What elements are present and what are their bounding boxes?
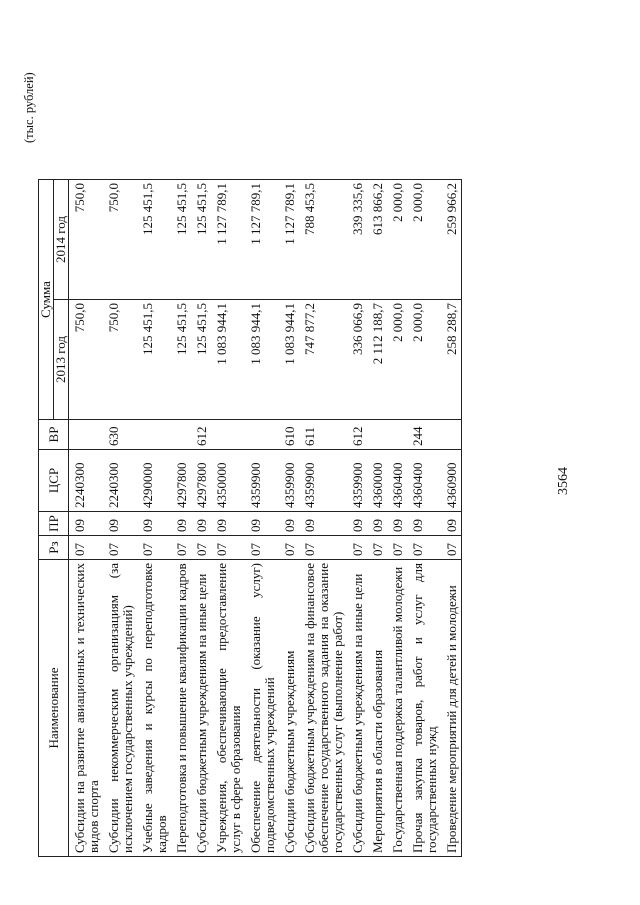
cell-csr: 4350000 bbox=[211, 450, 245, 512]
unit-note: (тыс. рублей) bbox=[22, 72, 36, 143]
cell-y2014: 788 453,5 bbox=[299, 180, 347, 300]
cell-y2014: 1 127 789,1 bbox=[279, 180, 299, 300]
cell-y2013: 336 066,9 bbox=[347, 300, 367, 420]
cell-name: Прочая закупка товаров, работ и услуг для государственных нужд bbox=[407, 560, 441, 857]
cell-csr: 4297800 bbox=[191, 450, 211, 512]
cell-pr: 09 bbox=[407, 512, 441, 536]
budget-table bbox=[38, 179, 462, 857]
header-name: Наименование bbox=[39, 560, 69, 857]
cell-name: Проведение мероприятий для детей и молодежи bbox=[441, 560, 462, 857]
cell-name: Субсидии некоммерческим организациям (за исключением государственных учреждений) bbox=[103, 560, 137, 857]
cell-y2014: 750,0 bbox=[69, 180, 104, 300]
cell-rz: 07 bbox=[211, 536, 245, 560]
cell-y2013: 1 083 944,1 bbox=[211, 300, 245, 420]
table-row bbox=[441, 180, 462, 857]
cell-y2014: 750,0 bbox=[103, 180, 137, 300]
cell-y2014: 2 000,0 bbox=[407, 180, 441, 300]
cell-vr bbox=[367, 420, 387, 450]
cell-rz: 07 bbox=[367, 536, 387, 560]
cell-csr: 4360400 bbox=[407, 450, 441, 512]
cell-y2013: 258 288,7 bbox=[441, 300, 462, 420]
cell-pr: 09 bbox=[441, 512, 462, 536]
cell-name: Государственная поддержка талантливой молодежи bbox=[387, 560, 407, 857]
cell-name: Субсидии бюджетным учреждениям на финансовое обеспечение государственного задания на оказание государственных услуг (выполнение работ) bbox=[299, 560, 347, 857]
cell-y2013: 750,0 bbox=[103, 300, 137, 420]
cell-rz: 07 bbox=[279, 536, 299, 560]
cell-name: Учреждения, обеспечивающие предоставление услуг в сфере образования bbox=[211, 560, 245, 857]
header-pr: ПР bbox=[39, 512, 69, 536]
cell-csr: 4360900 bbox=[441, 450, 462, 512]
cell-csr: 4360400 bbox=[387, 450, 407, 512]
cell-vr: 630 bbox=[103, 420, 137, 450]
cell-rz: 07 bbox=[245, 536, 279, 560]
cell-vr: 610 bbox=[279, 420, 299, 450]
cell-rz: 07 bbox=[441, 536, 462, 560]
cell-y2014: 125 451,5 bbox=[191, 180, 211, 300]
cell-name: Субсидии бюджетным учреждениям на иные цели bbox=[347, 560, 367, 857]
cell-pr: 09 bbox=[367, 512, 387, 536]
cell-y2013: 125 451,5 bbox=[171, 300, 191, 420]
cell-pr: 09 bbox=[191, 512, 211, 536]
table-row bbox=[211, 180, 245, 857]
cell-vr bbox=[245, 420, 279, 450]
cell-vr: 612 bbox=[191, 420, 211, 450]
cell-vr bbox=[441, 420, 462, 450]
cell-name: Мероприятия в области образования bbox=[367, 560, 387, 857]
cell-y2013: 2 000,0 bbox=[387, 300, 407, 420]
table-row bbox=[367, 180, 387, 857]
cell-csr: 4360000 bbox=[367, 450, 387, 512]
cell-rz: 07 bbox=[171, 536, 191, 560]
cell-vr bbox=[69, 420, 104, 450]
cell-y2013: 1 083 944,1 bbox=[279, 300, 299, 420]
cell-csr: 4359900 bbox=[279, 450, 299, 512]
cell-y2014: 1 127 789,1 bbox=[245, 180, 279, 300]
cell-vr: 612 bbox=[347, 420, 367, 450]
table-row bbox=[387, 180, 407, 857]
table-row bbox=[299, 180, 347, 857]
cell-pr: 09 bbox=[103, 512, 137, 536]
cell-y2014: 2 000,0 bbox=[387, 180, 407, 300]
cell-vr bbox=[137, 420, 171, 450]
cell-pr: 09 bbox=[69, 512, 104, 536]
header-csr: ЦСР bbox=[39, 450, 69, 512]
cell-pr: 09 bbox=[387, 512, 407, 536]
cell-vr: 611 bbox=[299, 420, 347, 450]
cell-csr: 4359900 bbox=[245, 450, 279, 512]
cell-y2013: 125 451,5 bbox=[191, 300, 211, 420]
cell-rz: 07 bbox=[299, 536, 347, 560]
table-row bbox=[137, 180, 171, 857]
cell-csr: 2240300 bbox=[103, 450, 137, 512]
cell-rz: 07 bbox=[137, 536, 171, 560]
cell-y2013: 125 451,5 bbox=[137, 300, 171, 420]
cell-csr: 2240300 bbox=[69, 450, 104, 512]
cell-pr: 09 bbox=[279, 512, 299, 536]
cell-name: Учебные заведения и курсы по переподготовке кадров bbox=[137, 560, 171, 857]
cell-pr: 09 bbox=[347, 512, 367, 536]
cell-rz: 07 bbox=[387, 536, 407, 560]
cell-y2013: 750,0 bbox=[69, 300, 104, 420]
header-2013: 2013 год bbox=[54, 300, 69, 420]
table-row bbox=[347, 180, 367, 857]
cell-y2014: 1 127 789,1 bbox=[211, 180, 245, 300]
cell-name: Обеспечение деятельности (оказание услуг) подведомственных учреждений bbox=[245, 560, 279, 857]
cell-vr bbox=[211, 420, 245, 450]
cell-y2014: 259 966,2 bbox=[441, 180, 462, 300]
page-number: 3564 bbox=[556, 467, 571, 495]
header-sum: Сумма bbox=[39, 180, 54, 420]
cell-name: Субсидии бюджетным учреждениям на иные цели bbox=[191, 560, 211, 857]
cell-name: Субсидии на развитие авиационных и технических видов спорта bbox=[69, 560, 104, 857]
table-row bbox=[69, 180, 104, 857]
header-2014: 2014 год bbox=[54, 180, 69, 300]
cell-name: Субсидии бюджетным учреждениям bbox=[279, 560, 299, 857]
table-row bbox=[279, 180, 299, 857]
table-row bbox=[407, 180, 441, 857]
cell-y2014: 125 451,5 bbox=[171, 180, 191, 300]
cell-vr bbox=[387, 420, 407, 450]
header-vr: ВР bbox=[39, 420, 69, 450]
cell-y2014: 339 335,6 bbox=[347, 180, 367, 300]
cell-vr: 244 bbox=[407, 420, 441, 450]
header-rz: Рз bbox=[39, 536, 69, 560]
cell-name: Переподготовка и повышение квалификации кадров bbox=[171, 560, 191, 857]
cell-rz: 07 bbox=[191, 536, 211, 560]
cell-rz: 07 bbox=[347, 536, 367, 560]
table-body bbox=[69, 180, 462, 857]
cell-y2014: 613 866,2 bbox=[367, 180, 387, 300]
cell-pr: 09 bbox=[137, 512, 171, 536]
table-row bbox=[171, 180, 191, 857]
cell-csr: 4290000 bbox=[137, 450, 171, 512]
cell-y2014: 125 451,5 bbox=[137, 180, 171, 300]
cell-pr: 09 bbox=[299, 512, 347, 536]
table-row bbox=[191, 180, 211, 857]
cell-csr: 4359900 bbox=[347, 450, 367, 512]
cell-pr: 09 bbox=[245, 512, 279, 536]
table-row bbox=[103, 180, 137, 857]
cell-csr: 4297800 bbox=[171, 450, 191, 512]
cell-csr: 4359900 bbox=[299, 450, 347, 512]
cell-rz: 07 bbox=[407, 536, 441, 560]
cell-pr: 09 bbox=[171, 512, 191, 536]
cell-y2013: 1 083 944,1 bbox=[245, 300, 279, 420]
cell-y2013: 2 000,0 bbox=[407, 300, 441, 420]
cell-pr: 09 bbox=[211, 512, 245, 536]
cell-y2013: 2 112 188,7 bbox=[367, 300, 387, 420]
cell-rz: 07 bbox=[103, 536, 137, 560]
cell-vr bbox=[171, 420, 191, 450]
cell-rz: 07 bbox=[69, 536, 104, 560]
cell-y2013: 747 877,2 bbox=[299, 300, 347, 420]
table-row bbox=[245, 180, 279, 857]
header-row bbox=[39, 180, 54, 857]
